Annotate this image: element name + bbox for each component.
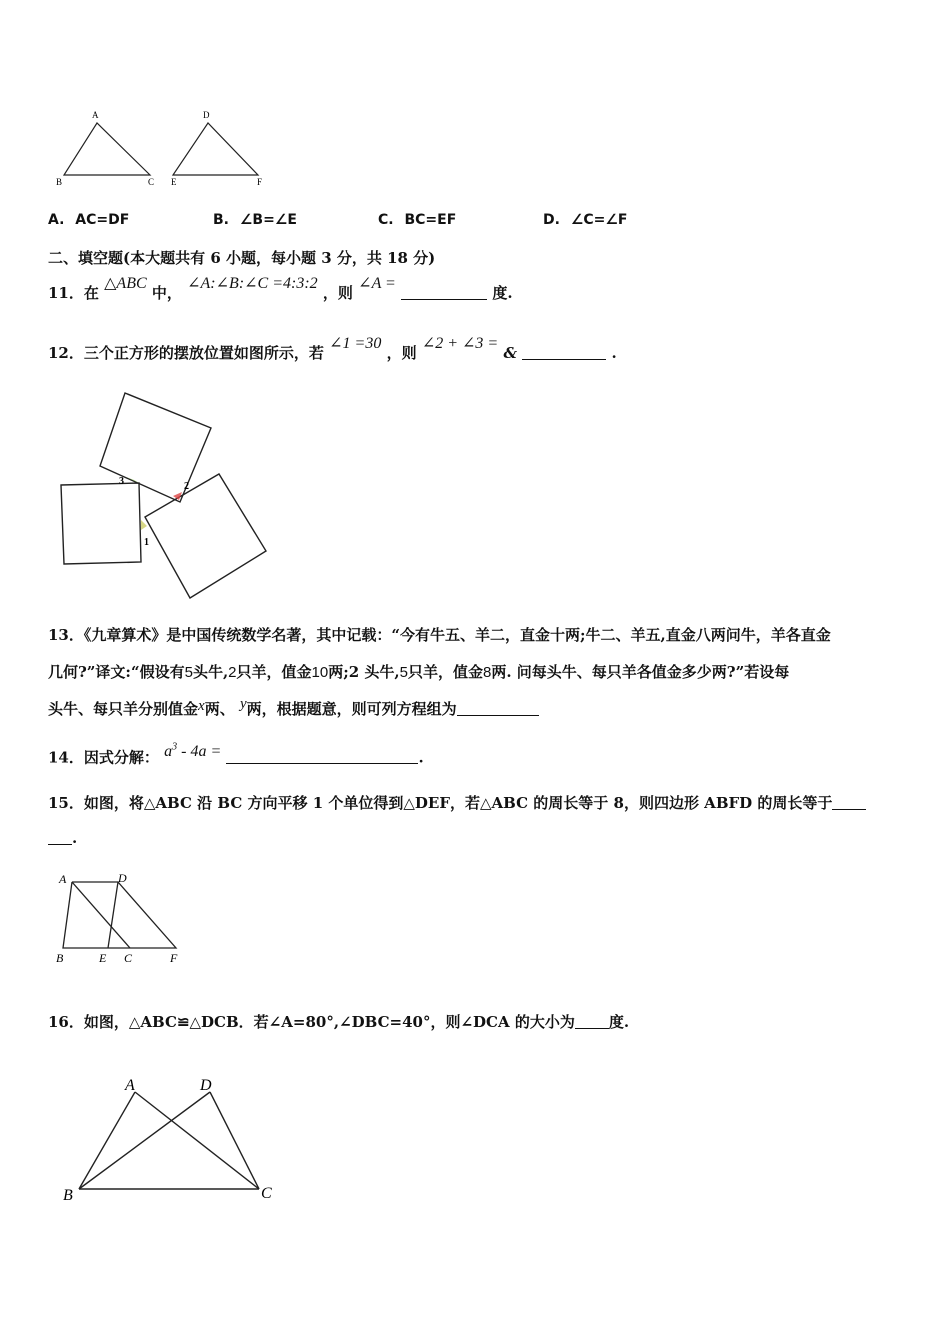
q13-var-y: y xyxy=(239,696,247,712)
option-c-text: BC=EF xyxy=(404,212,457,228)
q12-ask: ∠2 + ∠3 = xyxy=(421,335,499,352)
question-15-line-2 xyxy=(48,829,77,847)
question-11 xyxy=(48,275,513,309)
square-right xyxy=(145,474,266,598)
segment-dc xyxy=(210,1092,259,1189)
q11-answer-blank[interactable] xyxy=(401,284,487,300)
label-A: A xyxy=(125,1077,135,1094)
q13-n5b: 5 xyxy=(399,664,408,681)
label-F: F xyxy=(257,177,263,187)
q16-text: 16．如图，△ABC≌△DCB．若∠A=80°,∠DBC=40°，则∠DCA 的大小为 xyxy=(48,1013,575,1031)
q14-expression xyxy=(164,743,221,760)
q14-end: . xyxy=(418,748,424,767)
q14-base: a xyxy=(164,743,173,761)
q13-answer-blank[interactable] xyxy=(457,700,539,716)
option-c-key: C. xyxy=(378,212,394,228)
q16-answer-blank[interactable] xyxy=(575,1013,609,1029)
q12-cond: ∠1 =30 xyxy=(329,335,382,352)
triangle-abc xyxy=(64,123,150,175)
question-13-line-3 xyxy=(48,697,539,722)
q13-l2b: 头牛, xyxy=(192,663,229,681)
label-A: A xyxy=(59,872,67,886)
segment-ac xyxy=(135,1092,259,1189)
option-d-key: D. xyxy=(543,212,560,228)
q13-n5: 5 xyxy=(184,664,193,681)
question-13-line-1: 13．《九章算术》是中国传统数学名著，其中记载：“今有牛五、羊二，直金十两;牛二、羊五,直金八两问牛，羊各直金 xyxy=(48,626,831,644)
q12-squares-figure xyxy=(55,388,275,603)
option-c[interactable] xyxy=(378,212,456,228)
q13-n8: 8 xyxy=(483,664,492,681)
label-B: B xyxy=(56,951,64,965)
option-a[interactable] xyxy=(48,212,129,228)
question-12 xyxy=(48,335,617,369)
segment-db xyxy=(79,1092,210,1189)
q13-n10: 10 xyxy=(311,664,329,681)
q15-answer-blank-2[interactable] xyxy=(48,829,72,845)
label-D: D xyxy=(118,871,127,885)
angle-1-mark xyxy=(141,520,147,530)
label-D: D xyxy=(203,110,210,120)
q11-triangle-abc: △ABC xyxy=(104,275,147,292)
section-title-fill-in: 二、填空题(本大题共有 6 小题，每小题 3 分，共 18 分) xyxy=(48,249,436,267)
segment-ab xyxy=(79,1092,135,1189)
label-A: A xyxy=(92,110,99,120)
q12-mark: & xyxy=(503,344,517,362)
label-C: C xyxy=(261,1185,272,1202)
q14-num: 14．因式分解： xyxy=(48,748,159,767)
q11-angle-ratio: ∠A:∠B:∠C =4:3:2 xyxy=(187,275,318,292)
q11-then: ，则 xyxy=(322,284,353,302)
label-B: B xyxy=(63,1187,73,1204)
q13-l3c: 两，根据题意，则可列方程组为 xyxy=(246,700,457,718)
q11-unit: 度. xyxy=(492,284,513,302)
q12-num: 12．三个正方形的摆放位置如图所示，若 xyxy=(48,344,324,362)
option-b-text: ∠B=∠E xyxy=(239,212,297,228)
option-b[interactable] xyxy=(213,212,297,228)
segment-de xyxy=(108,882,118,948)
q13-n2: 2 xyxy=(228,664,237,681)
q13-var-x: x xyxy=(198,698,205,714)
label-E: E xyxy=(99,951,107,965)
q13-l2e: 只羊，值金 xyxy=(407,663,483,681)
question-13-line-2 xyxy=(48,661,789,682)
q15-translation-figure xyxy=(52,868,192,968)
label-C: C xyxy=(124,951,133,965)
q12-then: ，则 xyxy=(386,344,417,362)
label-angle-1: 1 xyxy=(144,537,149,548)
label-angle-2: 2 xyxy=(184,481,189,492)
label-C: C xyxy=(148,177,155,187)
q12-end: . xyxy=(611,344,617,362)
q13-l2d: 两;2 头牛, xyxy=(328,663,400,681)
q16-unit: 度. xyxy=(608,1013,630,1031)
q14-rest: - 4a = xyxy=(181,743,222,761)
q14-exp: 3 xyxy=(172,742,178,753)
q13-l2f: 两. 问每头牛、每只羊各值金多少两?”若设每 xyxy=(491,663,790,681)
question-16 xyxy=(48,1011,629,1032)
label-B: B xyxy=(56,177,63,187)
option-a-text: AC=DF xyxy=(75,212,130,228)
triangle-def xyxy=(173,123,258,175)
q13-l3a: 头牛、每只羊分别值金 xyxy=(48,700,199,718)
q11-num: 11．在 xyxy=(48,284,99,302)
q11-mid: 中， xyxy=(151,284,182,302)
square-left xyxy=(61,483,141,564)
q13-l2a: 几何?”译文:“假设有 xyxy=(48,663,185,681)
segment-ac xyxy=(72,882,130,948)
q10-triangles-figure xyxy=(50,105,280,195)
question-15-line-1 xyxy=(48,792,866,813)
label-angle-3: 3 xyxy=(119,476,124,487)
q14-answer-blank[interactable] xyxy=(226,748,418,764)
q15-text: 15．如图，将△ABC 沿 BC 方向平移 1 个单位得到△DEF，若△ABC 的周长等于 8，则四边形 ABFD 的周长等于 xyxy=(48,794,833,812)
option-b-key: B. xyxy=(213,212,229,228)
q15-answer-blank-1[interactable] xyxy=(832,794,866,810)
question-14 xyxy=(48,740,424,772)
q15-end: . xyxy=(72,829,78,847)
label-E: E xyxy=(171,177,177,187)
square-top xyxy=(100,393,211,502)
q12-answer-blank[interactable] xyxy=(522,344,606,360)
q13-l2c: 只羊，值金 xyxy=(236,663,312,681)
label-D: D xyxy=(200,1077,212,1094)
option-d[interactable] xyxy=(543,212,628,228)
q11-ask: ∠A = xyxy=(358,275,396,292)
option-d-text: ∠C=∠F xyxy=(570,212,628,228)
label-F: F xyxy=(170,951,178,965)
q13-l3b: 两、 xyxy=(204,700,235,718)
option-a-key: A. xyxy=(48,212,65,228)
q16-congruent-figure xyxy=(55,1070,295,1210)
